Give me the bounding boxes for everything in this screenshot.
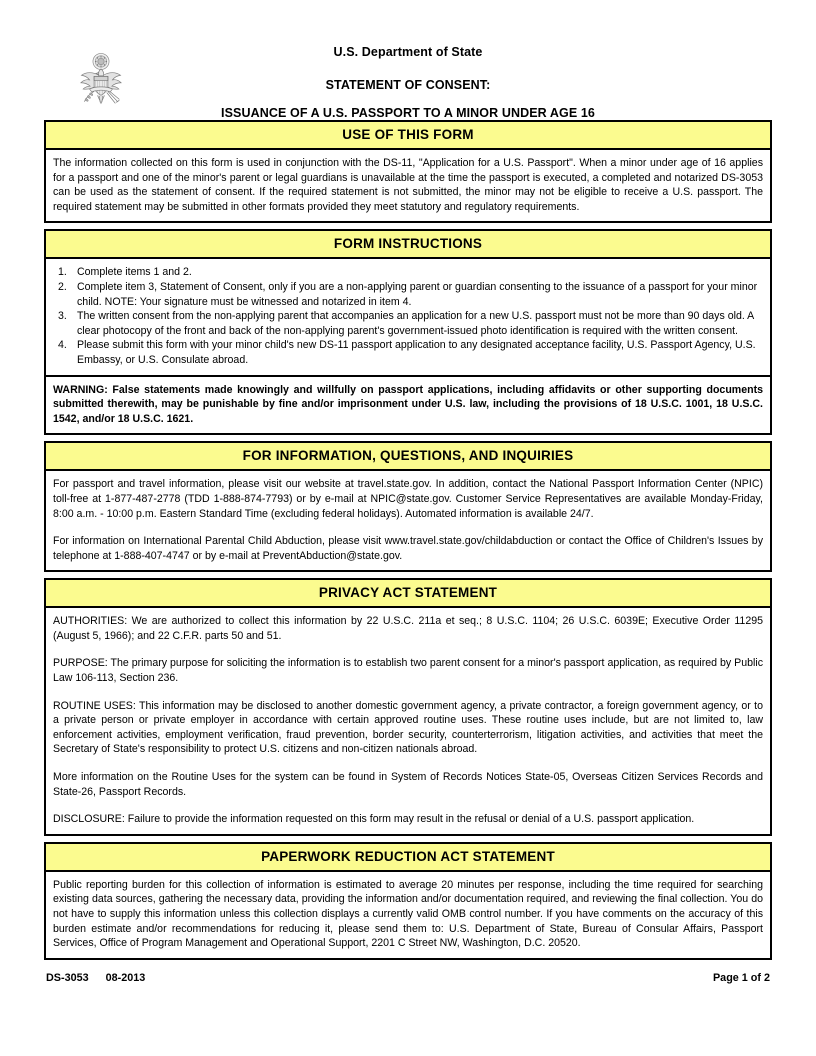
footer-form-code: DS-3053 xyxy=(46,971,89,984)
section-heading-paperwork-reduction: PAPERWORK REDUCTION ACT STATEMENT xyxy=(46,844,770,872)
list-item-text: The written consent from the non-applying parent that accompanies an application for a new U.S. passport must not be more than 90 days old. A clear photocopy of the front and back of the non-applying parent's government-issued photo identification is required with the written consent. xyxy=(77,310,754,337)
list-item xyxy=(53,338,763,367)
section-body-privacy-act xyxy=(46,608,770,834)
section-body-paperwork-reduction xyxy=(46,872,770,958)
list-item-text: Please submit this form with your minor child's new DS-11 passport application to any designated acceptance facility, U.S. Passport Agency, U.S. Embassy, or U.S. Consulate abroad. xyxy=(77,339,756,366)
section-body-use-of-this-form xyxy=(46,150,770,221)
section-form-instructions xyxy=(44,229,772,376)
header-title-group xyxy=(44,40,772,121)
form-title-line-1: STATEMENT OF CONSENT: xyxy=(325,78,491,92)
information-paragraph-1: For passport and travel information, please visit our website at travel.state.gov. In addition, contact the National Passport Information Center (NPIC) toll-free at 1-877-487-2778 (TDD 1-888-874-7793) or by e-mail at NPIC@state.gov. Customer Service Representatives are available Monday-Friday, 8:00 a.m. - 10:00 p.m. Eastern Standard Time (excluding federal holidays). Automated information is available 24/7. xyxy=(53,478,763,520)
section-privacy-act-statement xyxy=(44,578,772,836)
list-item-number: 1. xyxy=(58,266,67,279)
list-item xyxy=(53,309,763,338)
instructions-list xyxy=(53,265,763,367)
list-item-number: 4. xyxy=(58,339,67,352)
privacy-authorities-paragraph: AUTHORITIES: We are authorized to collect this information by 22 U.S.C. 211a et seq.; 8 U.S.C. 1104; 26 U.S.C. 6039E; Executive Order 11295 (August 5, 1966); and 22 C.F.R. parts 50 and 51. xyxy=(53,615,763,642)
form-title-line-2: ISSUANCE OF A U.S. PASSPORT TO A MINOR UNDER AGE 16 xyxy=(221,106,595,120)
section-body-form-instructions xyxy=(46,259,770,374)
list-item-text: Complete items 1 and 2. xyxy=(77,266,192,279)
paperwork-paragraph: Public reporting burden for this collection of information is estimated to average 20 minutes per response, including the time required for searching existing data sources, gathering the necessary data, providing the information and/or documentation required, and reviewing the final collection. You do not have to supply this information unless this collection displays a currently valid OMB control number. If you have comments on the accuracy of this burden estimate and/or recommendations for reducing it, please send them to: U.S. Department of State, Bureau of Consular Affairs, Passport Services, Office of Program Management and Operational Support, 2201 C Street NW, Washington, D.C. 20520. xyxy=(53,878,763,950)
list-item-number: 3. xyxy=(58,310,67,323)
list-item-number: 2. xyxy=(58,280,67,293)
footer-form-date: 08-2013 xyxy=(105,971,146,984)
great-seal-eagle-icon xyxy=(72,50,130,112)
privacy-routine-uses-paragraph: ROUTINE USES: This information may be disclosed to another domestic government agency, a private contractor, a foreign government agency, or to a private person or private employer in accordance with certain approved routine uses. These routine uses include, but are not limited to, law enforcement activities, employment verification, fraud prevention, border security, counterterrorism, litigation activities, and activities that meet the Secretary of State's responsibility to protect U.S. citizens and non-citizen nationals abroad. xyxy=(53,699,763,756)
privacy-more-information-paragraph: More information on the Routine Uses for the system can be found in System of Records Notices State-05, Overseas Citizen Services Records and State-26, Passport Records. xyxy=(53,771,763,798)
privacy-purpose-paragraph: PURPOSE: The primary purpose for soliciting the information is to establish two parent consent for a minor's passport application, as required by Public Law 106-113, Section 236. xyxy=(53,657,763,685)
section-use-of-this-form xyxy=(44,120,772,223)
list-item xyxy=(53,280,763,309)
use-of-form-paragraph: The information collected on this form is used in conjunction with the DS-11, "Application for a U.S. Passport". When a minor under age of 16 applies for a passport and one of the minor's parent or legal guardians is unavailable at the time the passport is executed, a completed and notarized DS-3053 can be used as the statement of consent. If the required statement is not submitted, the minor may not be eligible to receive a U.S. passport. The required statement may be submitted in other formats provided they meet statutory and regulatory requirements. xyxy=(53,157,763,213)
information-paragraph-2: For information on International Parental Child Abduction, please visit www.travel.state.gov/childabduction or contact the Office of Children's Issues by telephone at 1-888-407-4747 or by e-mail at PreventAbduction@state.gov. xyxy=(53,535,763,562)
section-heading-privacy-act: PRIVACY ACT STATEMENT xyxy=(46,580,770,608)
section-paperwork-reduction-act xyxy=(44,842,772,960)
document-footer xyxy=(44,966,772,984)
agency-name: U.S. Department of State xyxy=(333,45,483,59)
privacy-disclosure-paragraph: DISCLOSURE: Failure to provide the information requested on this form may result in the refusal or denial of a U.S. passport application. xyxy=(53,813,695,826)
section-heading-use-of-this-form: USE OF THIS FORM xyxy=(46,122,770,150)
section-heading-form-instructions: FORM INSTRUCTIONS xyxy=(46,231,770,259)
list-item-text: Complete item 3, Statement of Consent, only if you are a non-applying parent or guardian consenting to the issuance of a passport for your minor child. NOTE: Your signature must be witnessed and notarized in item 4. xyxy=(77,280,758,308)
section-heading-information: FOR INFORMATION, QUESTIONS, AND INQUIRIES xyxy=(46,443,770,471)
section-body-information xyxy=(46,471,770,570)
section-information-questions-inquiries xyxy=(44,441,772,572)
footer-form-identifier xyxy=(46,972,145,984)
footer-page-number: Page 1 of 2 xyxy=(712,971,770,984)
document-header xyxy=(44,40,772,120)
list-item xyxy=(53,265,763,280)
warning-notice: WARNING: False statements made knowingly and willfully on passport applications, including affidavits or other supporting documents submitted therewith, may be punishable by fine and/or imprisonment under U.S. law, including the provisions of 18 U.S.C. 1001, 18 U.S.C. 1542, and/or 18 U.S.C. 1621. xyxy=(44,377,772,436)
